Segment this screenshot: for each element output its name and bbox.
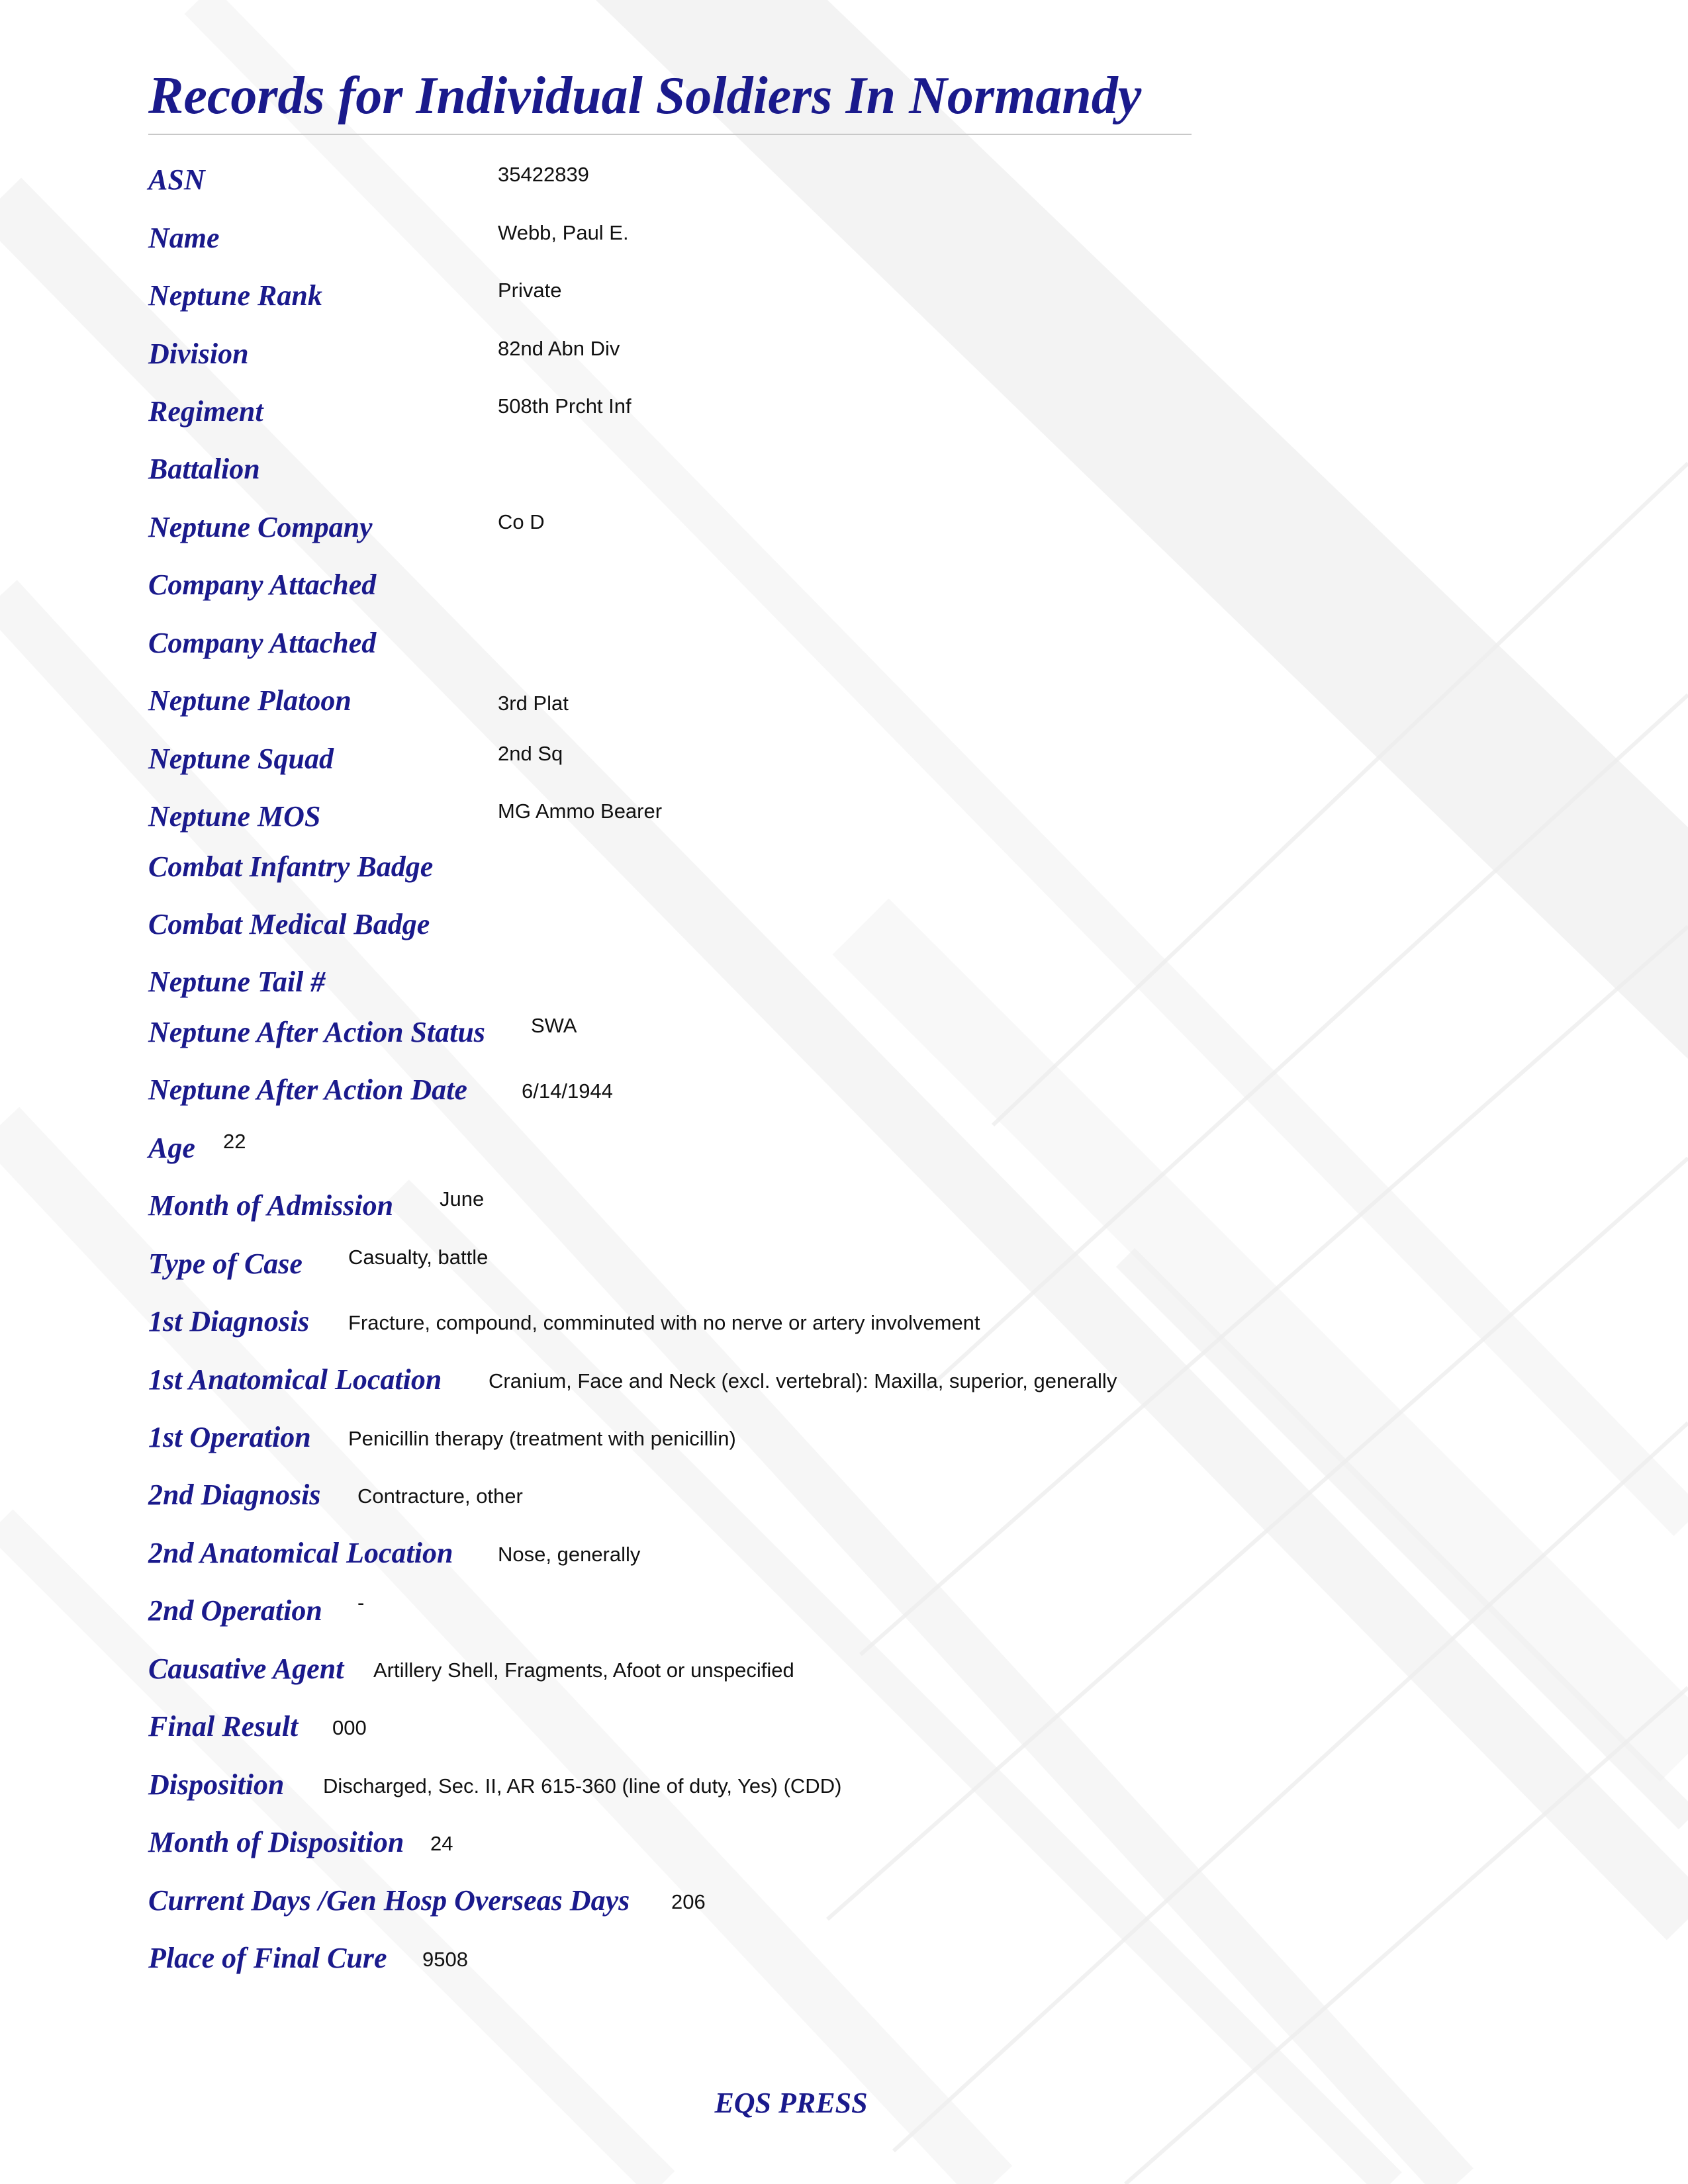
- field-label: ASN: [148, 163, 205, 196]
- field-value: Discharged, Sec. II, AR 615-360 (line of duty, Yes) (CDD): [323, 1774, 842, 1797]
- field-label: Current Days /Gen Hosp Overseas Days: [148, 1884, 630, 1917]
- field-value: Webb, Paul E.: [498, 221, 629, 244]
- field-label: Neptune Rank: [148, 279, 322, 312]
- field-value: 3rd Plat: [498, 692, 569, 715]
- field-value: 9508: [422, 1948, 468, 1971]
- field-label: Month of Admission: [148, 1189, 394, 1222]
- field-label: Name: [148, 222, 220, 254]
- field-label: Battalion: [148, 453, 260, 485]
- field-label: Division: [148, 338, 249, 370]
- field-label: Neptune Platoon: [148, 684, 352, 717]
- field-value: MG Ammo Bearer: [498, 799, 663, 823]
- field-label: 1st Operation: [148, 1421, 311, 1453]
- field-label: 2nd Anatomical Location: [148, 1537, 453, 1569]
- field-label: Place of Final Cure: [148, 1942, 387, 1974]
- field-value: Private: [498, 279, 562, 302]
- publisher-footer: EQS PRESS: [714, 2087, 868, 2119]
- field-label: 1st Anatomical Location: [148, 1363, 442, 1396]
- field-value: 82nd Abn Div: [498, 337, 620, 360]
- field-value: Nose, generally: [498, 1543, 641, 1566]
- field-value: Penicillin therapy (treatment with penicillin): [348, 1427, 736, 1450]
- field-value: Co D: [498, 510, 545, 533]
- field-value: Artillery Shell, Fragments, Afoot or unspecified: [373, 1659, 794, 1682]
- title-divider: [148, 134, 1192, 135]
- field-value: 6/14/1944: [522, 1079, 613, 1103]
- field-label: 2nd Operation: [148, 1594, 322, 1627]
- field-label: Combat Medical Badge: [148, 908, 430, 940]
- field-label: Age: [148, 1132, 195, 1164]
- field-value: 206: [671, 1890, 706, 1913]
- field-label: Neptune After Action Date: [148, 1073, 467, 1106]
- field-label: Causative Agent: [148, 1653, 344, 1685]
- field-label: Neptune After Action Status: [148, 1016, 485, 1048]
- page-title: Records for Individual Soldiers In Normandy: [148, 67, 1142, 125]
- field-value: 24: [430, 1832, 453, 1855]
- field-value: 35422839: [498, 163, 589, 186]
- field-label: Combat Infantry Badge: [148, 850, 434, 883]
- field-label: Month of Disposition: [148, 1826, 404, 1858]
- field-value: SWA: [531, 1014, 577, 1037]
- field-value: Fracture, compound, comminuted with no nerve or artery involvement: [348, 1311, 980, 1334]
- field-label: Final Result: [148, 1710, 299, 1743]
- field-value: Casualty, battle: [348, 1246, 489, 1269]
- field-label: Neptune Tail #: [148, 966, 326, 998]
- field-value: Cranium, Face and Neck (excl. vertebral): Maxilla, superior, generally: [489, 1369, 1117, 1392]
- field-label: Neptune Company: [148, 511, 373, 543]
- field-label: Company Attached: [148, 627, 377, 659]
- field-label: Neptune Squad: [148, 743, 334, 775]
- field-value: 508th Prcht Inf: [498, 394, 632, 418]
- field-label: Regiment: [148, 395, 263, 428]
- field-label: Neptune MOS: [148, 800, 321, 833]
- field-value: June: [440, 1187, 485, 1210]
- field-label: 1st Diagnosis: [148, 1305, 310, 1338]
- field-value: 000: [332, 1716, 367, 1739]
- field-label: Type of Case: [148, 1248, 303, 1280]
- field-value: -: [357, 1591, 365, 1614]
- field-label: 2nd Diagnosis: [148, 1479, 321, 1511]
- field-label: Company Attached: [148, 569, 377, 601]
- field-value: Contracture, other: [357, 1484, 523, 1508]
- field-label: Disposition: [148, 1768, 285, 1801]
- field-value: 22: [223, 1130, 246, 1153]
- field-value: 2nd Sq: [498, 742, 563, 765]
